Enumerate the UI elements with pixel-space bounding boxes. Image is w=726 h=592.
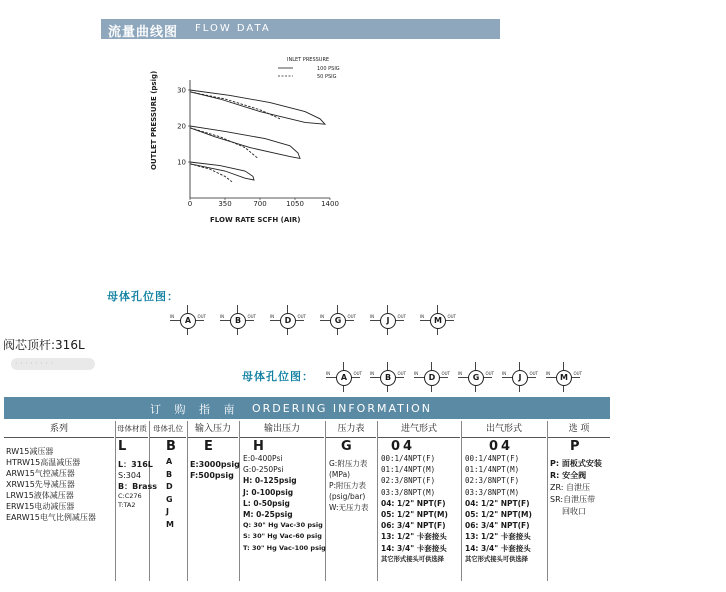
port-title-2: 母体孔位图： [242, 370, 314, 383]
port-item-0: A [166, 457, 173, 466]
port-diagram-g [320, 305, 354, 335]
header-gauge: 压力表 [326, 421, 376, 438]
series-item-0: RW15减压器 [6, 447, 54, 456]
port-item-2: D [166, 482, 173, 491]
port-out-label: OUT [447, 314, 456, 319]
chart-ylabel: OUTLET PRESSURE (psig) [150, 70, 158, 170]
port-circle: D [280, 313, 296, 329]
inlet-form-list [381, 453, 448, 565]
port-circle: G [330, 313, 346, 329]
port-circle: D [424, 370, 440, 386]
y-tick-label: 20 [177, 122, 186, 131]
port-circle: A [336, 370, 352, 386]
port-out-label: OUT [397, 371, 406, 376]
port-diagram-d [270, 305, 304, 335]
port-diagram-g [458, 362, 492, 392]
inlet-form-code: 04 [391, 439, 416, 454]
series-list [6, 446, 96, 523]
outlet-form-item-0: 00:1/4NPT(F) [465, 454, 520, 463]
port-out-label: OUT [353, 371, 362, 376]
outlet-form-code: 04 [489, 439, 514, 454]
series-item-2: ARW15气控减压器 [6, 469, 75, 478]
outlet-form-item-7: 13: 1/2" 卡套接头 [465, 532, 531, 542]
outlet-form-item-6: 06: 3/4" NPT(F) [465, 521, 530, 531]
port-out-label: OUT [573, 371, 582, 376]
header-material: 母体材质 [116, 421, 148, 438]
ordering-header [4, 397, 610, 419]
flow-title-zh: 流量曲线图 [108, 25, 179, 40]
stem-material: 阀芯顶杆:316L [3, 338, 85, 352]
series-item-6: EARW15电气比例减压器 [6, 513, 96, 522]
inlet-form-item-4: 04: 1/2" NPT(F) [381, 498, 446, 508]
port-out-label: OUT [485, 371, 494, 376]
outlet-form-item-5: 05: 1/2" NPT(M) [465, 510, 532, 520]
outlet-form-item-9: 其它形式接头可供选择 [465, 555, 528, 563]
port-out-label: OUT [297, 314, 306, 319]
inlet-form-item-9: 其它形式接头可供选择 [381, 555, 444, 563]
outlet-item-1: G:0-250Psi [243, 465, 284, 475]
gauge-list [329, 458, 369, 513]
blurred-text: · · · · · · · · [11, 358, 95, 370]
port-item-1: B [166, 469, 173, 479]
port-out-label: OUT [347, 314, 356, 319]
port-circle: G [468, 370, 484, 386]
outlet-item-7: S: 30" Hg Vac-60 psig [243, 532, 322, 541]
port-out-label: OUT [397, 314, 406, 319]
material-t: T:TA2 [118, 501, 136, 509]
ordering-title-zh: 订 购 指 南 [150, 403, 240, 416]
x-tick-label: 350 [218, 200, 232, 208]
port-list [166, 456, 176, 531]
outlet-list [243, 453, 326, 554]
port-diagram-j [370, 305, 404, 335]
outlet-form-item-4: 04: 1/2" NPT(F) [465, 498, 530, 508]
port-item-5: M [166, 519, 174, 529]
port-diagram-j [502, 362, 536, 392]
port-diagram-m [546, 362, 580, 392]
option-item-1: R: 安全阀 [550, 471, 587, 480]
series-item-4: LRW15液体减压器 [6, 491, 74, 500]
outlet-code: H [253, 439, 264, 454]
header-outlet-form: 出气形式 [462, 421, 546, 438]
outlet-form-item-2: 02:3/8NPT(F) [465, 476, 520, 486]
series-line-4 [190, 162, 254, 180]
port-in-label: IN [320, 314, 325, 319]
inlet-form-item-1: 01:1/4NPT(M) [381, 465, 436, 475]
y-tick-label: 10 [177, 158, 186, 167]
gauge-col [329, 441, 369, 513]
series-item-5: ERW15电动减压器 [6, 502, 75, 511]
gauge-item-4: W:无压力表 [329, 503, 369, 512]
port-out-label: OUT [247, 314, 256, 319]
header-port: 母体孔位 [150, 421, 186, 438]
port-circle: J [380, 313, 396, 329]
material-l: L：316L [118, 460, 153, 469]
port-diagram-a [170, 305, 204, 335]
port-circle: M [556, 370, 572, 386]
port-in-label: IN [170, 314, 175, 319]
port-out-label: OUT [529, 371, 538, 376]
inlet-form-item-5: 05: 1/2" NPT(M) [381, 510, 448, 520]
outlet-form-item-3: 03:3/8NPT(M) [465, 487, 520, 497]
header-series: 系列 [4, 421, 114, 438]
port-diagram-row-2 [326, 362, 590, 392]
x-tick-label: 700 [253, 200, 267, 208]
port-in-label: IN [414, 371, 419, 376]
port-in-label: IN [420, 314, 425, 319]
inlet-form-item-2: 02:3/8NPT(F) [381, 476, 436, 486]
gauge-item-3: (psig/bar) [329, 492, 366, 501]
series-item-1: HTRW15高温减压器 [6, 458, 81, 467]
material-b: B：Brass [118, 482, 158, 491]
header-outlet: 输出压力 [240, 421, 324, 438]
gauge-code: G [341, 439, 352, 454]
port-title-1: 母体孔位图： [107, 290, 179, 303]
header-option: 选 项 [548, 421, 610, 438]
port-item-3: G [166, 494, 173, 504]
port-in-label: IN [270, 314, 275, 319]
port-item-4: J [166, 507, 169, 516]
port-diagram-a [326, 362, 360, 392]
port-diagram-d [414, 362, 448, 392]
port-circle: B [230, 313, 246, 329]
x-tick-label: 0 [187, 200, 193, 208]
material-s: S:304 [118, 471, 142, 480]
gauge-item-2: P:附压力表 [329, 481, 367, 490]
y-tick-label: 30 [177, 86, 186, 95]
outlet-item-3: J: 0-100psig [243, 487, 294, 497]
header-inlet: 输入压力 [188, 421, 238, 438]
inlet-form-item-3: 03:3/8NPT(M) [381, 487, 436, 497]
inlet-form-item-0: 00:1/4NPT(F) [381, 454, 436, 463]
gauge-item-1: (MPa) [329, 470, 351, 479]
inlet-form-item-8: 14: 3/4" 卡套接头 [381, 543, 447, 553]
series-item-3: XRW15先导减压器 [6, 480, 75, 489]
inlet-f: F:500psig [190, 471, 234, 480]
port-diagram-row-1 [170, 305, 470, 335]
option-item-4: 回收口 [562, 507, 586, 516]
inlet-e: E:3000psig [190, 460, 240, 469]
port-diagram-b [220, 305, 254, 335]
option-item-3: SR:自泄压带 [550, 495, 596, 504]
outlet-form-item-1: 01:1/4NPT(M) [465, 465, 520, 475]
outlet-form-item-8: 14: 3/4" 卡套接头 [465, 543, 531, 553]
option-col [550, 441, 602, 518]
inlet-form-item-6: 06: 3/4" NPT(F) [381, 521, 446, 531]
port-in-label: IN [546, 371, 551, 376]
x-tick-label: 1400 [321, 200, 339, 208]
chart-xlabel: FLOW RATE SCFH (AIR) [210, 216, 301, 224]
series-line-2 [190, 126, 300, 158]
port-circle: J [512, 370, 528, 386]
inlet-form-item-7: 13: 1/2" 卡套接头 [381, 532, 447, 542]
outlet-item-8: T: 30" Hg Vac-100 psig [243, 543, 326, 552]
flow-data-header [101, 19, 500, 39]
flow-title-en: FLOW DATA [195, 23, 271, 34]
port-out-label: OUT [441, 371, 450, 376]
outlet-item-2: H: 0-125psig [243, 476, 297, 486]
material-c: C:C276 [118, 492, 142, 500]
port-in-label: IN [220, 314, 225, 319]
outlet-item-6: Q: 30" Hg Vac-30 psig [243, 521, 323, 530]
port-in-label: IN [370, 314, 375, 319]
inlet-code: E [204, 439, 213, 454]
port-diagram-m [420, 305, 454, 335]
port-col [166, 441, 176, 531]
legend-title: INLET PRESSURE [287, 57, 330, 63]
inlet-col [190, 441, 240, 481]
legend-entry-50: 50 PSIG [317, 74, 337, 80]
legend-entry-100: 100 PSIG [317, 66, 340, 72]
option-list [550, 458, 602, 518]
flow-chart [140, 52, 350, 227]
gauge-item-0: G:附压力表 [329, 459, 368, 468]
port-in-label: IN [326, 371, 331, 376]
port-circle: A [180, 313, 196, 329]
series-line-0 [190, 90, 325, 124]
outlet-form-col [465, 441, 532, 565]
port-code: B [166, 439, 176, 454]
outlet-item-0: E:0-400Psi [243, 454, 283, 463]
port-in-label: IN [502, 371, 507, 376]
material-col [118, 441, 157, 510]
outlet-item-4: L: 0-50psig [243, 498, 290, 508]
option-item-2: ZR: 自泄压 [550, 483, 591, 492]
header-inlet-form: 进气形式 [378, 421, 460, 438]
option-code: P [570, 439, 580, 454]
outlet-item-5: M: 0-25psig [243, 510, 293, 520]
port-circle: M [430, 313, 446, 329]
series-line-3 [190, 128, 258, 159]
port-out-label: OUT [197, 314, 206, 319]
ordering-title-en: ORDERING INFORMATION [252, 402, 432, 415]
x-tick-label: 1050 [286, 200, 304, 208]
port-in-label: IN [458, 371, 463, 376]
port-circle: B [380, 370, 396, 386]
material-code: L [118, 439, 127, 454]
inlet-form-col [381, 441, 448, 565]
port-in-label: IN [370, 371, 375, 376]
port-diagram-b [370, 362, 404, 392]
outlet-col [243, 441, 326, 554]
outlet-form-list [465, 453, 532, 565]
option-item-0: P: 面板式安装 [550, 459, 602, 468]
